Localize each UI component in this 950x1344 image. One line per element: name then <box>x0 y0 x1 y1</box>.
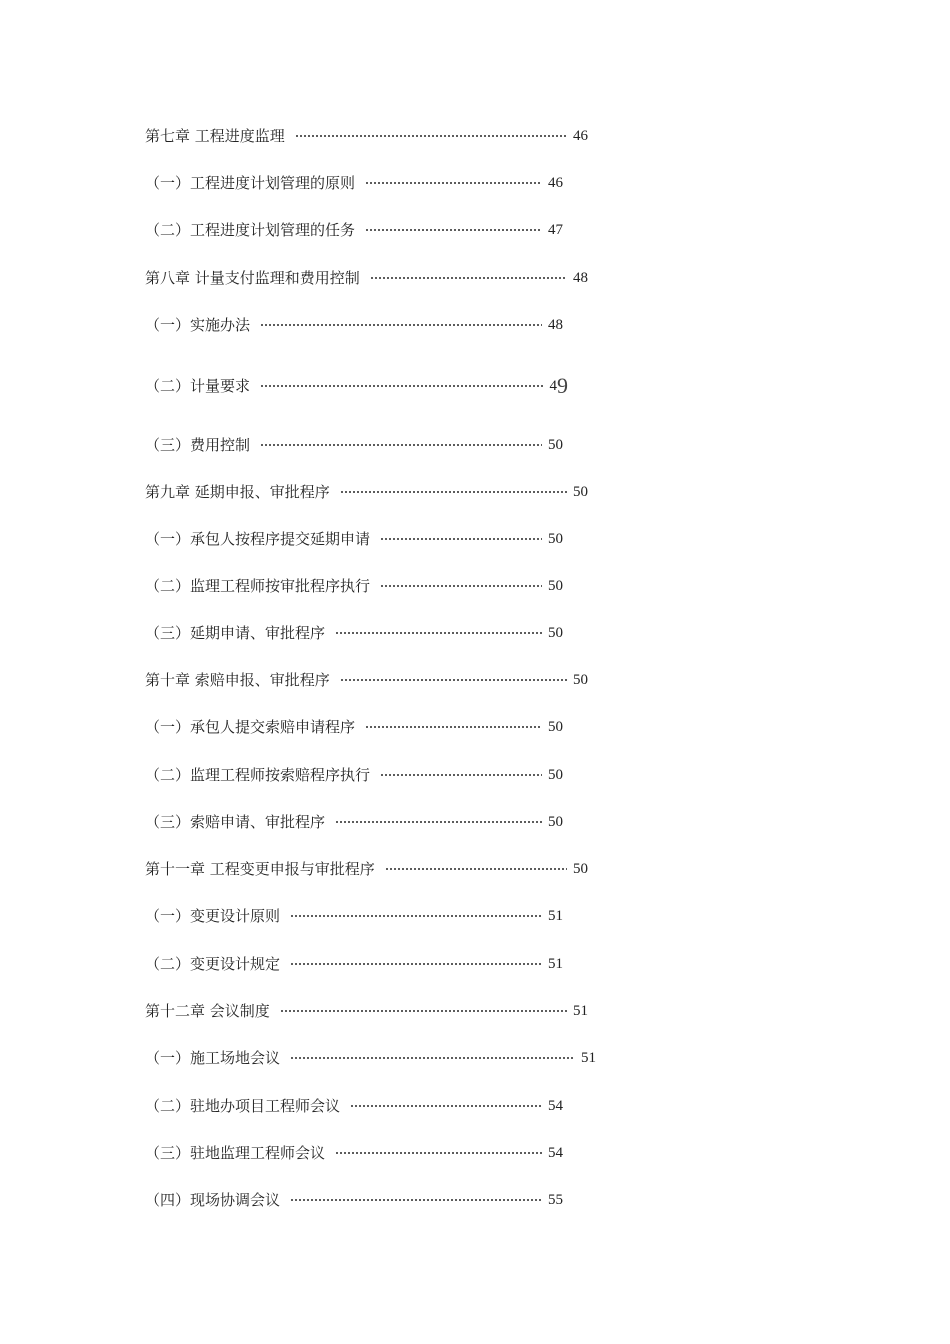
toc-page-number: 51 <box>548 956 563 972</box>
toc-page-number: 4 <box>549 378 557 394</box>
toc-section[interactable] <box>145 218 563 242</box>
toc-section[interactable] <box>145 952 563 976</box>
toc-section[interactable] <box>145 1141 563 1165</box>
toc-page-number: 50 <box>548 531 563 547</box>
toc-entry-title: （一）工程进度计划管理的原则 <box>145 174 356 192</box>
dot-leader <box>380 538 542 540</box>
toc-entry-title: （一）变更设计原则 <box>145 907 281 925</box>
toc-entry-title: （一）施工场地会议 <box>145 1049 281 1067</box>
toc-entry-title: （一）承包人按程序提交延期申请 <box>145 530 371 548</box>
toc-page-number: 54 <box>548 1145 563 1161</box>
dot-leader <box>290 1199 542 1201</box>
toc-page-number: 47 <box>548 222 563 238</box>
dot-leader <box>365 182 542 184</box>
toc-entry-title: （二）监理工程师按审批程序执行 <box>145 577 371 595</box>
toc-entry-title: （一）承包人提交索赔申请程序 <box>145 718 356 736</box>
dot-leader <box>290 1057 575 1059</box>
toc-chapter-7[interactable] <box>145 124 588 148</box>
toc-section[interactable] <box>145 1046 596 1070</box>
toc-page-number: 51 <box>548 908 563 924</box>
toc-chapter-12[interactable] <box>145 999 588 1023</box>
dot-leader <box>365 229 542 231</box>
toc-section[interactable] <box>145 621 563 645</box>
toc-entry-title: 第十章 索赔申报、审批程序 <box>145 671 330 689</box>
toc-page-number: 51 <box>573 1003 588 1019</box>
toc-entry-title: （二）计量要求 <box>145 377 251 395</box>
toc-section[interactable] <box>145 313 563 337</box>
toc-page-number: 51 <box>581 1050 596 1066</box>
toc-section[interactable] <box>145 171 563 195</box>
toc-section[interactable] <box>145 763 563 787</box>
toc-page-number: 55 <box>548 1192 563 1208</box>
dot-leader <box>370 277 567 279</box>
dot-leader <box>350 1105 542 1107</box>
toc-page-number: 50 <box>548 719 563 735</box>
toc-entry-title: （三）驻地监理工程师会议 <box>145 1144 326 1162</box>
dot-leader <box>340 679 567 681</box>
toc-chapter-9[interactable] <box>145 480 588 504</box>
toc-entry-title: （三）索赔申请、审批程序 <box>145 813 326 831</box>
toc-page-number: 46 <box>573 128 588 144</box>
dot-leader <box>380 585 542 587</box>
toc-entry-title: （二）驻地办项目工程师会议 <box>145 1097 341 1115</box>
toc-chapter-11[interactable] <box>145 857 588 881</box>
toc-page-number: 50 <box>548 814 563 830</box>
toc-chapter-8[interactable] <box>145 266 588 290</box>
toc-page-number-large-digit: 9 <box>557 373 568 398</box>
toc-entry-title: （四）现场协调会议 <box>145 1191 281 1209</box>
dot-leader <box>340 491 567 493</box>
dot-leader <box>260 444 542 446</box>
dot-leader <box>365 726 542 728</box>
dot-leader <box>380 774 542 776</box>
toc-page-number: 48 <box>548 317 563 333</box>
toc-entry-title: （二）工程进度计划管理的任务 <box>145 221 356 239</box>
toc-section[interactable] <box>145 374 568 398</box>
toc-entry-title: （一）实施办法 <box>145 316 251 334</box>
toc-page-number: 50 <box>573 672 588 688</box>
toc-page-number: 50 <box>573 484 588 500</box>
toc-section[interactable] <box>145 1188 563 1212</box>
dot-leader <box>290 915 542 917</box>
dot-leader <box>335 821 542 823</box>
toc-page-number: 54 <box>548 1098 563 1114</box>
toc-section[interactable] <box>145 904 563 928</box>
dot-leader <box>290 963 542 965</box>
toc-entry-title: （三）费用控制 <box>145 436 251 454</box>
toc-entry-title: （二）变更设计规定 <box>145 955 281 973</box>
dot-leader <box>335 1152 542 1154</box>
dot-leader <box>335 632 542 634</box>
dot-leader <box>260 324 542 326</box>
toc-section[interactable] <box>145 810 563 834</box>
dot-leader <box>260 385 543 387</box>
toc-entry-title: 第九章 延期申报、审批程序 <box>145 483 330 501</box>
dot-leader <box>385 868 567 870</box>
toc-page-number: 50 <box>548 437 563 453</box>
toc-section[interactable] <box>145 527 563 551</box>
toc-entry-title: 第八章 计量支付监理和费用控制 <box>145 269 360 287</box>
toc-page-number: 50 <box>548 625 563 641</box>
toc-page-number: 50 <box>548 767 563 783</box>
toc-page-number: 46 <box>548 175 563 191</box>
toc-chapter-10[interactable] <box>145 668 588 692</box>
toc-page-number: 50 <box>548 578 563 594</box>
toc-page-number: 50 <box>573 861 588 877</box>
dot-leader <box>280 1010 567 1012</box>
toc-section[interactable] <box>145 433 563 457</box>
toc-entry-title: 第十一章 工程变更申报与审批程序 <box>145 860 375 878</box>
toc-page-number: 48 <box>573 270 588 286</box>
toc-entry-title: 第七章 工程进度监理 <box>145 127 285 145</box>
toc-section[interactable] <box>145 1094 563 1118</box>
toc-entry-title: （二）监理工程师按索赔程序执行 <box>145 766 371 784</box>
dot-leader <box>295 135 567 137</box>
toc-entry-title: （三）延期申请、审批程序 <box>145 624 326 642</box>
toc-section[interactable] <box>145 715 563 739</box>
toc-entry-title: 第十二章 会议制度 <box>145 1002 270 1020</box>
toc-section[interactable] <box>145 574 563 598</box>
